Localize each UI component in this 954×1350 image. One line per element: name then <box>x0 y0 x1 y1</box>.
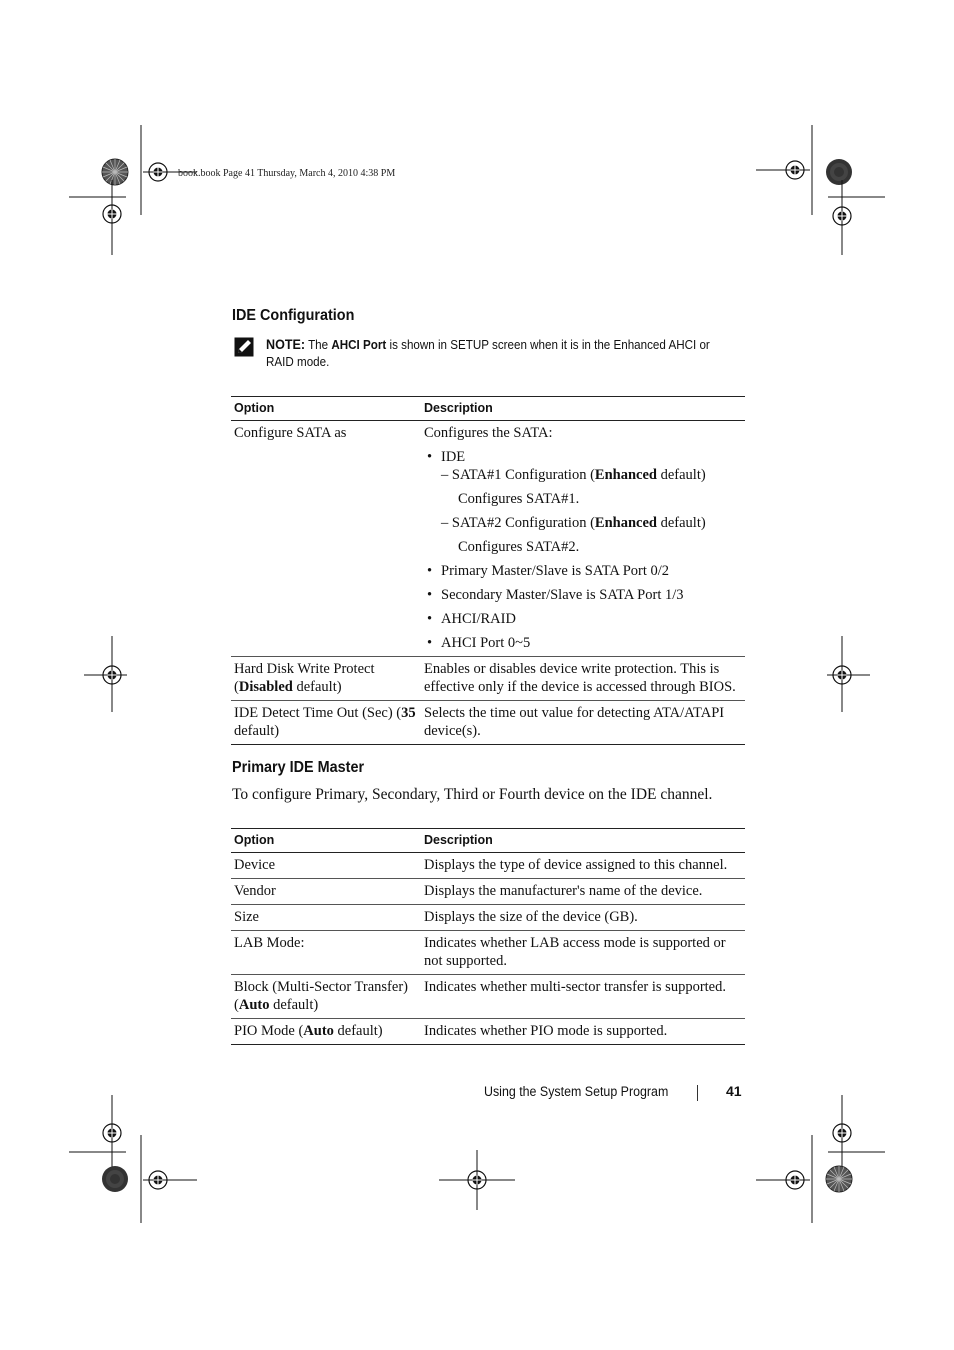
primary-ide-master-table <box>231 828 745 1045</box>
table-header-row <box>231 829 745 853</box>
option-cell: LAB Mode: <box>231 931 421 975</box>
option-cell: Hard Disk Write Protect (Disabled default) <box>231 657 421 701</box>
table-row <box>231 421 745 657</box>
page-number: 41 <box>726 1083 742 1099</box>
option-cell: Device <box>231 853 421 879</box>
column-header-option: Option <box>231 397 421 421</box>
description-cell: Displays the size of the device (GB). <box>421 905 745 931</box>
description-cell: Indicates whether PIO mode is supported. <box>421 1019 745 1045</box>
description-cell: Indicates whether multi-sector transfer is supported. <box>421 975 745 1019</box>
note-label: NOTE: <box>266 337 306 352</box>
list-item: • Primary Master/Slave is SATA Port 0/2 <box>424 562 742 580</box>
section-title-primary-ide-master: Primary IDE Master <box>232 759 365 776</box>
table-row <box>231 905 745 931</box>
table-row <box>231 879 745 905</box>
footer-title: Using the System Setup Program <box>484 1084 669 1099</box>
footer-divider <box>697 1085 698 1101</box>
list-item: Configures SATA#2. <box>458 539 580 555</box>
list-item: – SATA#2 Configuration (Enhanced default) <box>441 515 706 531</box>
option-cell: Block (Multi-Sector Transfer) (Auto default) <box>231 975 421 1019</box>
option-cell: IDE Detect Time Out (Sec) (35 default) <box>231 701 421 745</box>
bullet-list <box>424 562 742 652</box>
note-text: NOTE: The AHCI Port is shown in SETUP screen when it is in the Enhanced AHCI or RAID mode. <box>266 337 710 369</box>
table-header-row <box>231 397 745 421</box>
list-item: • AHCI/RAID <box>424 610 742 628</box>
section-intro: To configure Primary, Secondary, Third or Fourth device on the IDE channel. <box>232 786 713 803</box>
column-header-description: Description <box>421 829 745 853</box>
table-row <box>231 1019 745 1045</box>
column-header-option: Option <box>231 829 421 853</box>
table-row <box>231 701 745 745</box>
bullet-list <box>424 448 742 466</box>
option-cell: PIO Mode (Auto default) <box>231 1019 421 1045</box>
ide-configuration-table <box>231 396 745 745</box>
table-row <box>231 931 745 975</box>
list-item: • IDE <box>424 448 742 466</box>
description-cell: Indicates whether LAB access mode is supported or not supported. <box>421 931 745 975</box>
list-item: • AHCI Port 0~5 <box>424 634 742 652</box>
note-pencil-icon <box>234 337 254 362</box>
description-cell: Displays the manufacturer's name of the device. <box>421 879 745 905</box>
list-item: Configures SATA#1. <box>458 491 580 507</box>
table-row <box>231 657 745 701</box>
list-item: • Secondary Master/Slave is SATA Port 1/3 <box>424 586 742 604</box>
description-cell: Enables or disables device write protection. This is effective only if the device is accessed through BIOS. <box>421 657 745 701</box>
list-item: – SATA#1 Configuration (Enhanced default) <box>441 467 706 483</box>
description-cell: Displays the type of device assigned to this channel. <box>421 853 745 879</box>
option-cell: Size <box>231 905 421 931</box>
option-cell: Vendor <box>231 879 421 905</box>
column-header-description: Description <box>421 397 745 421</box>
table-row <box>231 975 745 1019</box>
description-cell: Selects the time out value for detecting ATA/ATAPI device(s). <box>421 701 745 745</box>
option-cell: Configure SATA as <box>231 421 421 657</box>
table-row <box>231 853 745 879</box>
description-cell: Configures the SATA: • IDE – SATA#1 Configuration (Enhanced default) Configures SATA#1. – SATA#2 Configuration (Enhanced default) Configures SATA#2. • Primary Master/Slave is SATA Port 0/2 • Secondary Master/Slave is SATA Port 1/3 • AHCI/RAID • AHCI Port 0~5 <box>421 421 745 657</box>
section-title-ide-configuration: IDE Configuration <box>232 307 355 324</box>
print-slug: book.book Page 41 Thursday, March 4, 2010 4:38 PM <box>178 168 396 179</box>
